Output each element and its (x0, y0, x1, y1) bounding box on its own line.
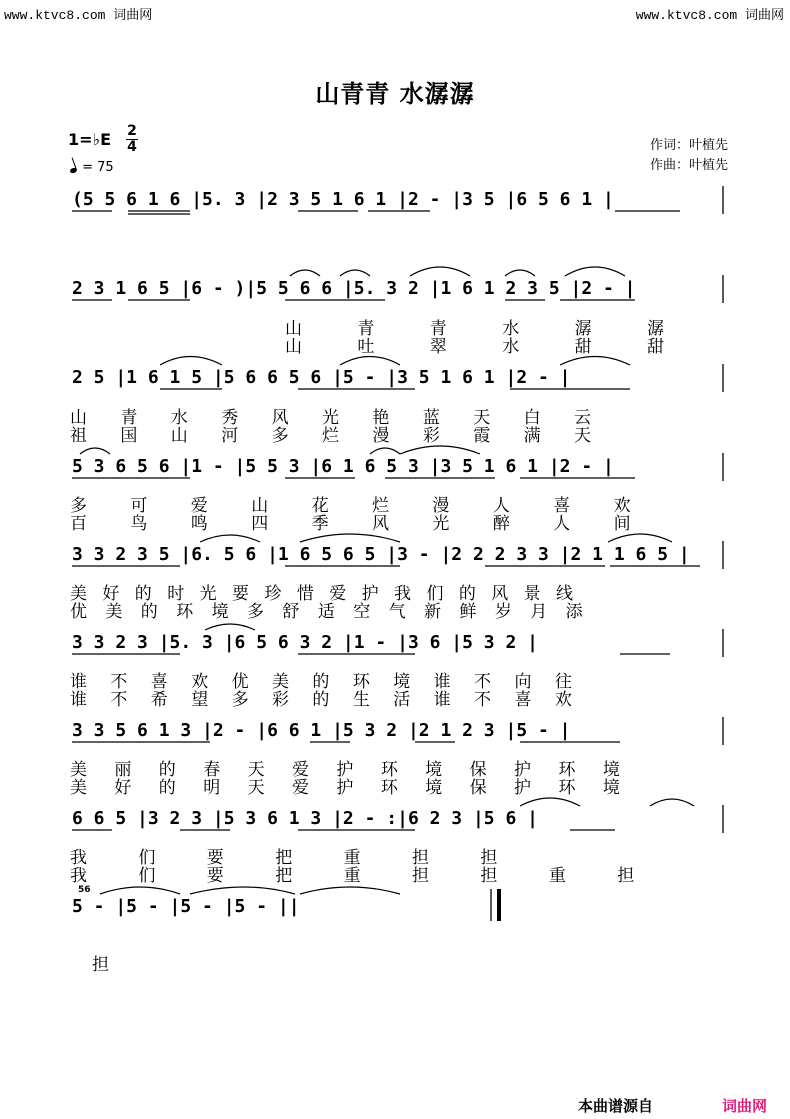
lyric-line: 优 美 的 环 境 多 舒 适 空 气 新 鲜 岁 月 添 (70, 602, 584, 622)
footer-source-text: 本曲谱源自 (578, 1097, 654, 1115)
lyric-line: 美 好 的 时 光 要 珍 惜 爱 护 我 们 的 风 景 线 (70, 584, 575, 604)
music-line: 5 - |5 - |5 - |5 - || (72, 896, 300, 917)
music-line: 2 5 |1 6 1 5 |5 6 6 5 6 |5 - |3 5 1 6 1 |2 - | (72, 367, 571, 388)
lyric-line: 谁 不 希 望 多 彩 的 生 活 谁 不 喜 欢 (70, 690, 573, 710)
lyric-line: 我 们 要 把 重 担 担 重 担 (70, 866, 636, 886)
music-line: 3 3 2 3 5 |6. 5 6 |1 6 5 6 5 |3 - |2 2 2 3 3 |2 1 1 6 5 | (72, 544, 690, 565)
lyric-line: 我 们 要 把 重 担 担 (70, 848, 499, 868)
watermark-right: www.ktvc8.com 词曲网 (635, 8, 784, 23)
music-line: 5 3 6 5 6 |1 - |5 5 3 |6 1 6 5 3 |3 5 1 6 1 |2 - | (72, 456, 614, 477)
music-line: (5 5 6 1 6 |5. 3 |2 3 5 1 6 1 |2 - |3 5 |6 5 6 1 | (72, 189, 614, 210)
time-signature-top: 2 (127, 123, 137, 139)
tempo-value: = 75 (82, 160, 114, 175)
music-line: 3 3 5 6 1 3 |2 - |6 6 1 |5 3 2 |2 1 2 3 |5 - | (72, 720, 571, 741)
lyric-line: 多 可 爱 山 花 烂 漫 人 喜 欢 (70, 496, 632, 516)
measure-number: 56 (78, 885, 91, 895)
composer-credit: 作曲：叶植先 (649, 158, 728, 173)
music-line: 6 6 5 |3 2 3 |5 3 6 1 3 |2 - :|6 2 3 |5 6 | (72, 808, 538, 829)
lyric-line: 美 丽 的 春 天 爱 护 环 境 保 护 环 境 (70, 760, 621, 780)
footer-logo: 词曲网 (722, 1097, 768, 1115)
lyric-line: 美 好 的 明 天 爱 护 环 境 保 护 环 境 (70, 778, 621, 798)
lyric-line: 谁 不 喜 欢 优 美 的 环 境 谁 不 向 往 (70, 672, 573, 692)
lyric-line: 百 鸟 鸣 四 季 风 光 醉 人 间 (70, 514, 632, 534)
lyricist-credit: 作词：叶植先 (649, 138, 728, 153)
lyric-line: 山 青 水 秀 风 光 艳 蓝 天 白 云 (70, 408, 593, 428)
time-signature-bottom: 4 (127, 139, 137, 155)
lyric-line: 山 青 青 水 潺 潺 (285, 319, 666, 339)
music-line: 3 3 2 3 |5. 3 |6 5 6 3 2 |1 - |3 6 |5 3 2 | (72, 632, 538, 653)
lyric-line: 担 (92, 955, 110, 975)
lyric-line: 山 吐 翠 水 甜 甜 (285, 337, 666, 357)
lyric-line: 祖 国 山 河 多 烂 漫 彩 霞 满 天 (70, 426, 593, 446)
song-title: 山青青 水潺潺 (315, 80, 475, 108)
watermark-left: www.ktvc8.com 词曲网 (4, 8, 153, 23)
music-line: 2 3 1 6 5 |6 - )|5 5 6 6 |5. 3 2 |1 6 1 2 3 5 |2 - | (72, 278, 636, 299)
key-signature: 1=♭E (68, 130, 112, 149)
